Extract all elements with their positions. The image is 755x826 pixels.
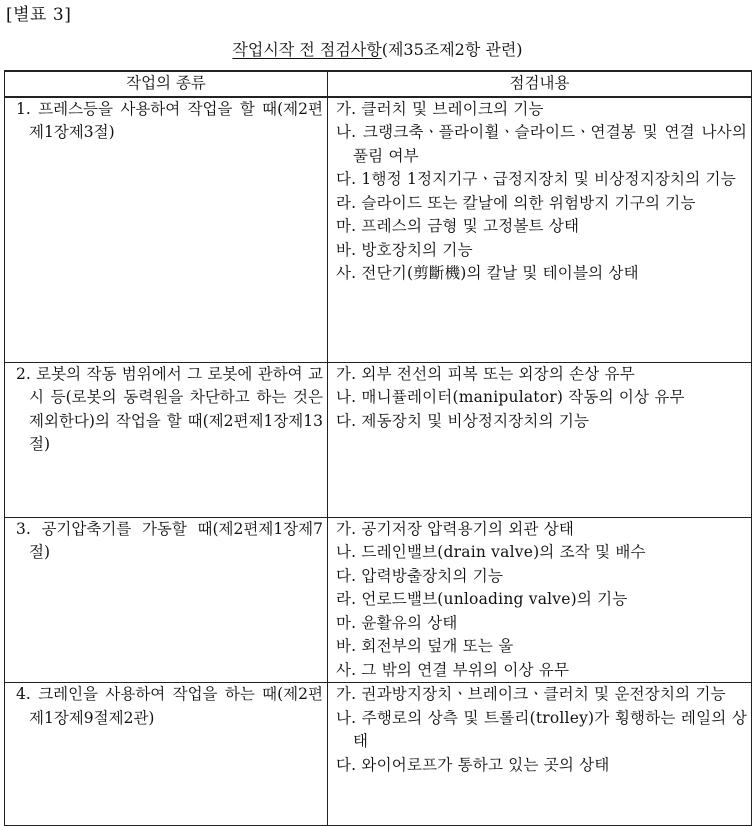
inspection-item: 라. 언로드밸브(unloading valve)의 기능 [336,590,628,608]
job-description: 1. 프레스등을 사용하여 작업을 할 때(제2편제1장제3절) [16,99,323,141]
inspection-item: 나. 크랭크축ㆍ플라이휠ㆍ슬라이드ㆍ연결봉 및 연결 나사의 풀림 여부 [336,123,747,165]
job-cell [5,517,328,683]
items-cell [328,362,752,517]
job-description: 2. 로봇의 작동 범위에서 그 로봇에 관하여 교시 등(로봇의 동력원을 차단하고 하는 것은 제외한다)의 작업을 할 때(제2편제1장제13절) [16,364,323,453]
table-header-row [5,71,752,97]
inspection-item: 라. 슬라이드 또는 칼날에 의한 위험방지 기구의 기능 [336,193,696,212]
items-cell [328,517,752,683]
inspection-item: 다. 1행정 1정지기구ㆍ급정지장치 및 비상정지장치의 기능 [336,170,736,188]
inspection-item: 사. 그 밖의 연결 부위의 이상 유무 [336,660,570,679]
inspection-item: 바. 회전부의 덮개 또는 울 [336,637,514,655]
inspection-item: 바. 방호장치의 기능 [336,240,473,259]
header-inspection-content: 점검내용 [328,71,752,97]
table-row [5,517,752,683]
page-label: [별표 3] [6,5,72,25]
inspection-table [4,70,752,826]
document-title-suffix: (제35조제2항 관련) [381,40,523,59]
inspection-item: 마. 윤활유의 상태 [336,613,458,632]
job-cell [5,97,328,363]
job-description: 4. 크레인을 사용하여 작업을 하는 때(제2편제1장제9절제2관) [16,685,323,727]
inspection-item: 사. 전단기(剪斷機)의 칼날 및 테이블의 상태 [336,264,639,282]
table-row [5,362,752,517]
inspection-item: 나. 주행로의 상측 및 트롤리(trolley)가 횡행하는 레일의 상태 [336,708,747,750]
job-cell [5,362,328,517]
inspection-item: 나. 매니퓰레이터(manipulator) 작동의 이상 유무 [336,388,685,406]
items-cell [328,683,752,826]
job-cell [5,683,328,826]
inspection-item: 마. 프레스의 금형 및 고정볼트 상태 [336,217,580,235]
inspection-item: 다. 압력방출장치의 기능 [336,566,504,585]
table-row [5,683,752,826]
header-job-type: 작업의 종류 [5,71,328,97]
document-title-main: 작업시작 전 점검사항 [232,40,382,59]
inspection-item: 나. 드레인밸브(drain valve)의 조작 및 배수 [336,543,646,561]
document-title [0,39,755,61]
inspection-item: 가. 외부 전선의 피복 또는 외장의 손상 유무 [336,364,635,383]
table-row [5,97,752,363]
inspection-item: 가. 권과방지장치ㆍ브레이크ㆍ클러치 및 운전장치의 기능 [336,685,726,703]
inspection-item: 가. 공기저장 압력용기의 외관 상태 [336,519,575,538]
inspection-item: 가. 클러치 및 브레이크의 기능 [336,99,544,118]
inspection-item: 다. 와이어로프가 통하고 있는 곳의 상태 [336,755,610,774]
inspection-item: 다. 제동장치 및 비상정지장치의 기능 [336,411,590,430]
job-description: 3. 공기압축기를 가동할 때(제2편제1장제7절) [16,519,323,561]
items-cell [328,97,752,363]
